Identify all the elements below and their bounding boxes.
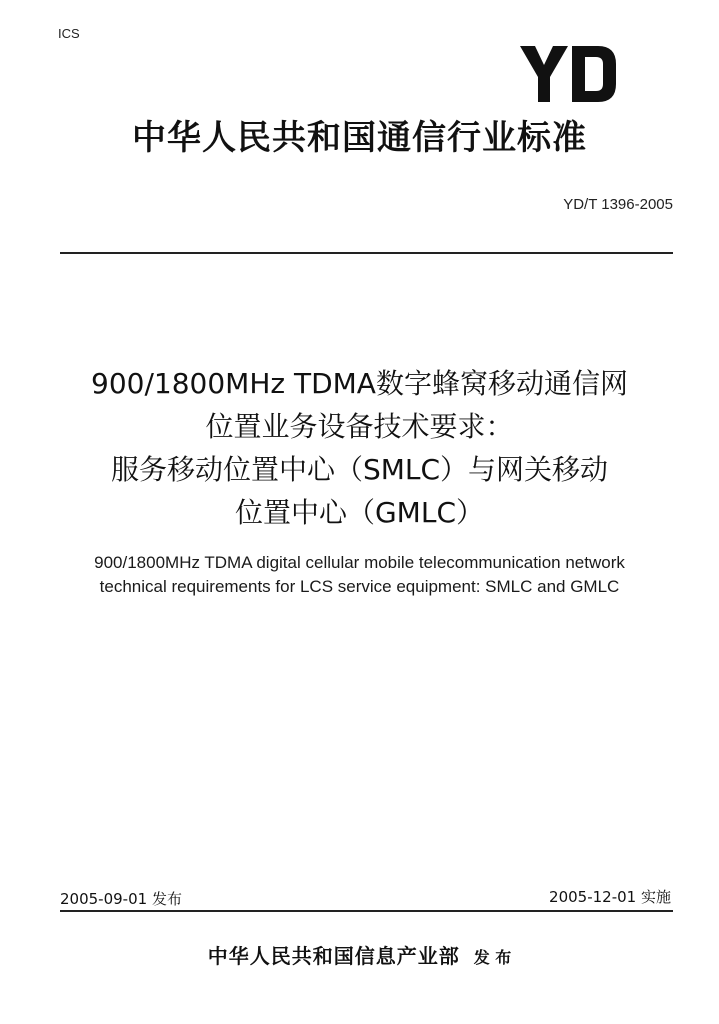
- yd-logo: [520, 46, 616, 102]
- chinese-title-line: 位置中心（GMLC）: [234, 496, 484, 529]
- ics-label: ICS: [58, 26, 80, 41]
- implementation-date: 2005-12-01 实施: [549, 888, 671, 906]
- org-title: 中华人民共和国通信行业标准: [132, 118, 587, 158]
- standard-code: YD/T 1396-2005: [563, 196, 673, 213]
- publisher: [0, 940, 719, 969]
- chinese-title: [40, 362, 679, 534]
- publisher-name: 中华人民共和国信息产业部: [207, 944, 460, 968]
- issue-date: 2005-09-01 发布: [60, 890, 182, 908]
- chinese-title-line: 位置业务设备技术要求：: [205, 410, 514, 443]
- english-title-line: technical requirements for LCS service equipment: SMLC and GMLC: [99, 577, 620, 596]
- header-divider: [60, 252, 673, 254]
- publisher-action: 发 布: [473, 948, 512, 967]
- chinese-title-line: 900/1800MHz TDMA数字蜂窝移动通信网: [91, 367, 628, 400]
- english-title-line: 900/1800MHz TDMA digital cellular mobile telecommunication network: [94, 553, 625, 572]
- footer-divider: [60, 910, 673, 912]
- english-title: [30, 551, 689, 599]
- chinese-title-line: 服务移动位置中心（SMLC）与网关移动: [110, 453, 609, 486]
